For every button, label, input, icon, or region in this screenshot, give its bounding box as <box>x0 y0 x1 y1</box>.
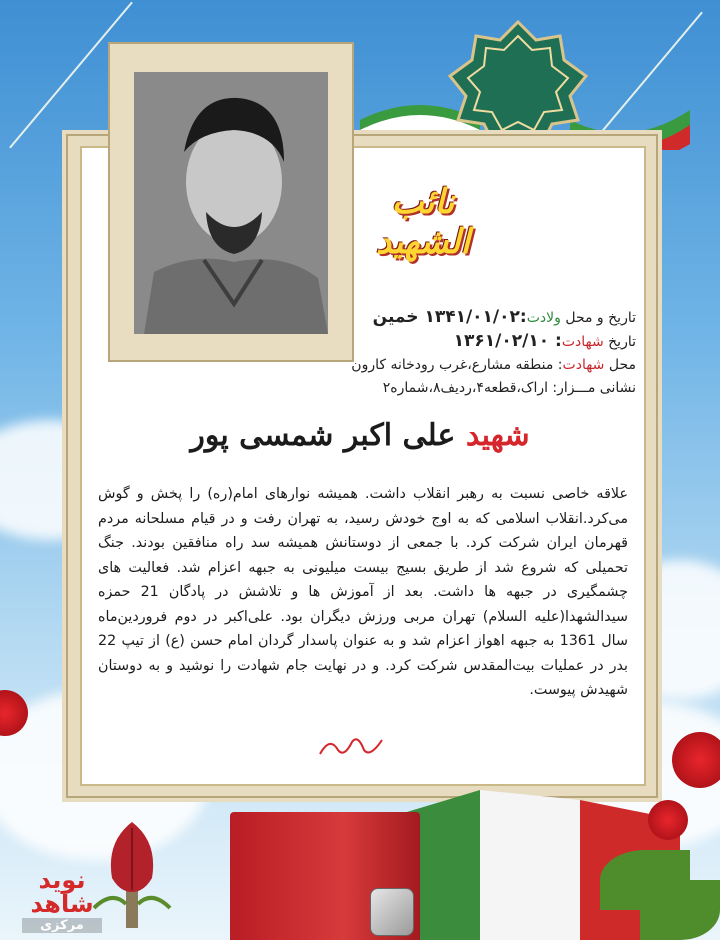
birth-row: تاریخ و محل ولادت:۱۳۴۱/۰۱/۰۲ خمین <box>372 307 636 327</box>
martyr-info <box>316 306 636 400</box>
red-flower-icon <box>672 732 720 788</box>
red-flower-icon <box>648 800 688 840</box>
dog-tag-icon <box>370 888 414 936</box>
navid-shahed-logo: نوید شاهد مرکزی <box>22 868 102 932</box>
tulip-monument-icon <box>92 818 172 928</box>
martyr-name: شهید علی اکبر شمسی پور <box>190 418 530 453</box>
martyr-portrait <box>134 72 328 334</box>
grave-row: نشانی مـــزار: اراک،قطعه۴،ردیف۸،شماره۲ <box>382 380 636 396</box>
martyrdom-place-row: محل شهادت: منطقه مشارع،غرب رودخانه کارون <box>351 357 636 373</box>
martyrdom-date-row: تاریخ شهادت: ۱۳۶۱/۰۲/۱۰ <box>453 331 636 351</box>
biography-text: علاقه خاصی نسبت به رهبر انقلاب داشت. همیشه نوارهای امام(ره) را پخش و گوش می‌کرد.انقلاب اسلامی که به اوج خودش رسید، به تهران رفت و در قیام مسلحانه مردم قهرمان ایران شرکت کرد. با جمعی از دوستانش همیشه سد راه منافقین بودند. جنگ تحمیلی که شروع شد از طریق بسیج بیست میلیونی به جبهه اعزام شد. فعالیت های چشمگیری در جبهه ها داشت. بعد از آموزش ها و تلاشش در پادگان 21 حمزه سیدالشهدا(علیه السلام) تهران مربی ورزش دیگران بود. علی‌اکبر در دوم فروردین‌ماه سال 1361 به جبهه اهواز اعزام شد و به عنوان پاسدار گردان امام حسن (ع) از تیپ 22 بدر در عملیات بیت‌المقدس شرکت کرد. و در نهایت جام شهادت را نوشید و به دوستان شهیدش پیوست. <box>98 486 629 698</box>
deputy-martyr-label: نائب الشهید <box>376 182 470 262</box>
leaf-icon <box>640 880 720 940</box>
signature-golbarg-sorkh <box>316 732 386 762</box>
